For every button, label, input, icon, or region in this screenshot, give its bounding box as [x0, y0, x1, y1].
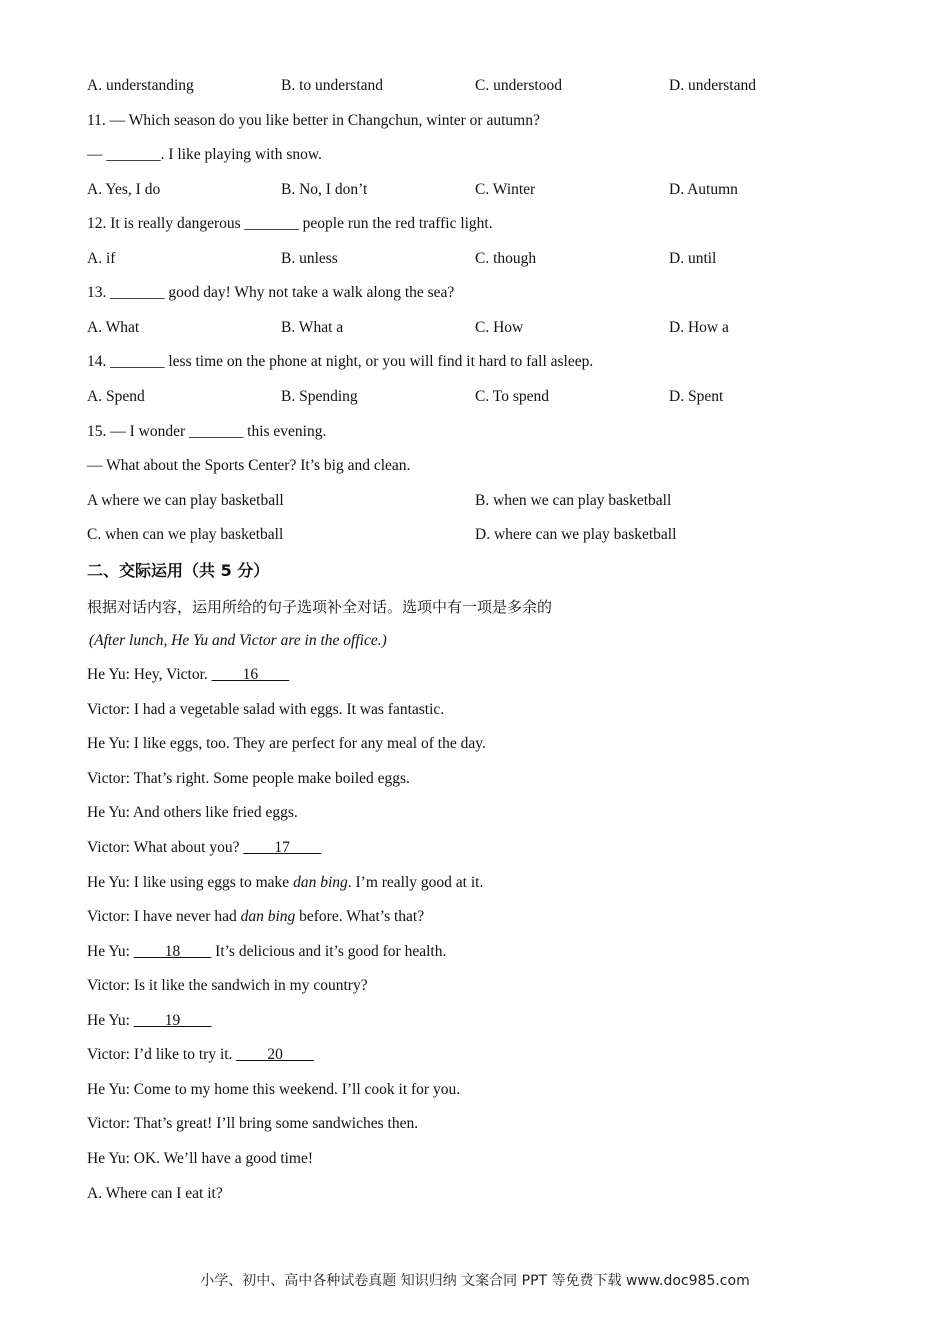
section-heading: 二、交际运用（共 5 分）: [87, 561, 270, 580]
q14-stem: 14. _______ less time on the phone at night, or you will find it hard to fall asleep.: [87, 353, 594, 370]
q11-option-b: B. No, I don’t: [281, 181, 368, 198]
q12-option-a: A. if: [87, 250, 116, 267]
dialogue-text: Victor: What about you?: [87, 839, 244, 856]
blank-16: ____16____: [211, 666, 290, 683]
q10-option-b: B. to understand: [281, 77, 384, 94]
q15-option-d: D. where can we play basketball: [475, 526, 677, 543]
q14-option-a: A. Spend: [87, 388, 145, 405]
q15-option-a: A where we can play basketball: [87, 492, 284, 509]
dialogue-line-6: [87, 838, 321, 858]
dish-name: dan bing: [240, 908, 296, 925]
dialogue-line-11: [87, 1011, 211, 1031]
dialogue-line-1: [87, 665, 289, 685]
q10-option-a: A. understanding: [87, 77, 194, 94]
dialogue-line-13: He Yu: Come to my home this weekend. I’ll cook it for you.: [87, 1081, 461, 1098]
dialogue-text: . I’m really good at it.: [347, 874, 484, 891]
dialogue-line-9: [87, 942, 446, 962]
blank-20: ____20____: [236, 1046, 314, 1063]
q11-option-d: D. Autumn: [669, 181, 738, 198]
q13-stem: 13. _______ good day! Why not take a walk along the sea?: [87, 284, 455, 301]
q12-option-b: B. unless: [281, 250, 338, 267]
dialogue-line-15: He Yu: OK. We’ll have a good time!: [87, 1150, 314, 1167]
q13-option-b: B. What a: [281, 319, 344, 336]
blank-17: ____17____: [243, 839, 321, 856]
dialogue-line-4: Victor: That’s right. Some people make boiled eggs.: [87, 770, 410, 787]
dialogue-text: He Yu: Hey, Victor.: [87, 666, 212, 683]
q10-option-c: C. understood: [475, 77, 562, 94]
dialogue-line-10: Victor: Is it like the sandwich in my country?: [87, 977, 368, 994]
dialogue-line-5: He Yu: And others like fried eggs.: [87, 804, 298, 821]
q15-option-c: C. when can we play basketball: [87, 526, 284, 543]
q14-option-b: B. Spending: [281, 388, 358, 405]
dialogue-line-3: He Yu: I like eggs, too. They are perfect for any meal of the day.: [87, 735, 486, 752]
dialogue-line-7: [87, 873, 483, 893]
q13-option-c: C. How: [475, 319, 524, 336]
dialogue-text: He Yu: I like using eggs to make: [87, 874, 294, 891]
scene-description: (After lunch, He Yu and Victor are in the office.): [89, 632, 387, 649]
dialogue-line-8: [87, 907, 424, 927]
dialogue-line-2: Victor: I had a vegetable salad with eggs. It was fantastic.: [87, 701, 445, 718]
dialogue-text: before. What’s that?: [295, 908, 425, 925]
dialogue-text: It’s delicious and it’s good for health.: [211, 943, 447, 960]
dialogue-line-12: [87, 1045, 314, 1065]
dish-name: dan bing: [293, 874, 348, 891]
q12-stem: 12. It is really dangerous _______ people run the red traffic light.: [87, 215, 493, 232]
q15-reply: — What about the Sports Center? It’s big and clean.: [87, 457, 411, 474]
q14-option-d: D. Spent: [669, 388, 724, 405]
blank-18: ____18____: [133, 943, 212, 960]
q15-option-b: B. when we can play basketball: [475, 492, 672, 509]
q10-option-d: D. understand: [669, 77, 756, 94]
q13-option-a: A. What: [87, 319, 140, 336]
q12-option-c: C. though: [475, 250, 537, 267]
section-instruction: 根据对话内容，运用所给的句子选项补全对话。选项中有一项是多余的: [87, 598, 553, 616]
q12-option-d: D. until: [669, 250, 717, 267]
dialogue-text: He Yu:: [87, 1012, 134, 1029]
q11-option-c: C. Winter: [475, 181, 536, 198]
answer-option-a: A. Where can I eat it?: [87, 1185, 223, 1202]
q11-reply: — _______. I like playing with snow.: [87, 146, 322, 163]
blank-19: ____19____: [133, 1012, 212, 1029]
dialogue-text: Victor: I have never had: [87, 908, 241, 925]
q14-option-c: C. To spend: [475, 388, 549, 405]
q15-stem: 15. — I wonder _______ this evening.: [87, 423, 327, 440]
q11-stem: 11. — Which season do you like better in Changchun, winter or autumn?: [87, 112, 540, 129]
page-footer: 小学、初中、高中各种试卷真题 知识归纳 文案合同 PPT 等免费下载 www.doc985.com: [200, 1273, 750, 1289]
dialogue-text: Victor: I’d like to try it.: [87, 1046, 237, 1063]
dialogue-text: He Yu:: [87, 943, 134, 960]
q13-option-d: D. How a: [669, 319, 729, 336]
q11-option-a: A. Yes, I do: [87, 181, 161, 198]
dialogue-line-14: Victor: That’s great! I’ll bring some sandwiches then.: [87, 1115, 419, 1132]
